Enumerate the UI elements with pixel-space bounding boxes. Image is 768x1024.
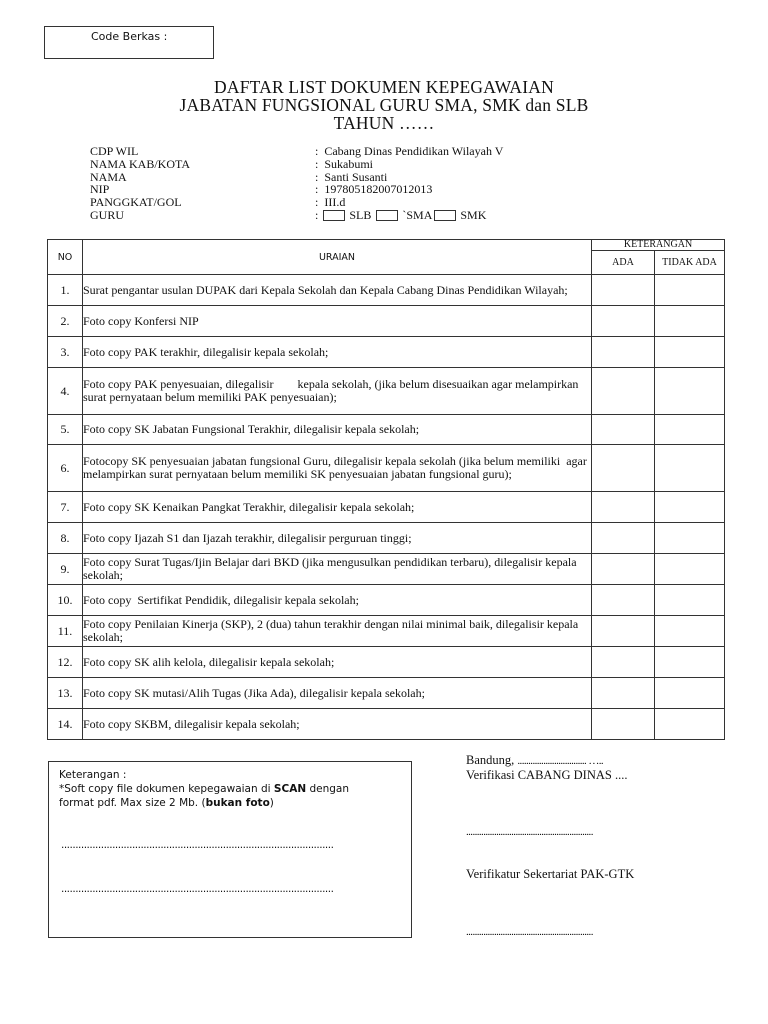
doc-title-line3: TAHUN …… — [333, 113, 435, 133]
tidak-ada-cell[interactable] — [655, 647, 725, 678]
note-text: *Soft copy file dokumen kepegawaian di — [59, 783, 274, 795]
table-row — [48, 647, 725, 678]
meta-value: 197805182007012013 — [324, 182, 433, 197]
row-description: Foto copy SK alih kelola, dilegalisir kepala sekolah; — [83, 647, 592, 678]
row-description: Surat pengantar usulan DUPAK dari Kepala Sekolah dan Kepala Cabang Dinas Pendidikan Wilayah; — [83, 275, 592, 306]
row-description: Foto copy SK Kenaikan Pangkat Terakhir, dilegalisir kepala sekolah; — [83, 492, 592, 523]
doc-title-line1: DAFTAR LIST DOKUMEN KEPEGAWAIAN — [214, 77, 554, 97]
meta-key: NAMA — [90, 169, 127, 184]
note-line-2 — [59, 796, 401, 810]
row-number: 2. — [48, 306, 83, 337]
meta-colon: : — [315, 182, 319, 197]
sma-checkbox[interactable] — [376, 210, 398, 221]
tidak-ada-cell[interactable] — [655, 337, 725, 368]
verifikatur-sekretariat-label: Verifikatur Sekertariat PAK-GTK — [466, 867, 635, 881]
slb-checkbox[interactable] — [323, 210, 345, 221]
table-row — [48, 275, 725, 306]
table-row — [48, 368, 725, 415]
meta-colon: : — [315, 169, 319, 184]
table-row — [48, 306, 725, 337]
doc-title-line2: JABATAN FUNGSIONAL GURU SMA, SMK dan SLB — [179, 95, 589, 115]
row-number: 1. — [48, 275, 83, 306]
ada-cell[interactable] — [592, 616, 655, 647]
row-description: Foto copy Penilaian Kinerja (SKP), 2 (dua) tahun terakhir dengan nilai minimal baik, dilegalisir kepala sekolah; — [83, 616, 592, 647]
ada-cell[interactable] — [592, 275, 655, 306]
row-description: Foto copy Sertifikat Pendidik, dilegalisir kepala sekolah; — [83, 585, 592, 616]
meta-colon: : — [315, 156, 319, 171]
note-text: format pdf. Max size 2 Mb. ( — [59, 797, 206, 809]
meta-value: Santi Susanti — [324, 169, 388, 184]
row-number: 3. — [48, 337, 83, 368]
sign-city: Bandung, — [466, 753, 518, 767]
sekretariat-signature-line: ........................................................... — [466, 926, 593, 938]
slb-label: SLB — [349, 207, 372, 222]
note-dots-line-2: ................................................................................................ — [61, 883, 334, 895]
row-description: Foto copy Konfersi NIP — [83, 306, 592, 337]
code-berkas-box — [44, 26, 214, 59]
row-number: 6. — [48, 445, 83, 492]
table-row — [48, 678, 725, 709]
meta-colon: : — [315, 144, 319, 158]
row-description: Foto copy SK Jabatan Fungsional Terakhir, dilegalisir kepala sekolah; — [83, 415, 592, 445]
note-title: Keterangan : — [59, 769, 127, 781]
header-tidak-ada: TIDAK ADA — [655, 251, 725, 275]
table-row — [48, 585, 725, 616]
meta-colon: : — [315, 195, 319, 210]
row-description: Fotocopy SK penyesuaian jabatan fungsional Guru, dilegalisir kepala sekolah (jika belum memiliki agar melampirkan surat pernyataan belum memiliki SK penyesuaian jabatan fungsional guru); — [83, 445, 592, 492]
table-row — [48, 445, 725, 492]
table-row — [48, 709, 725, 740]
sma-label: `SMA — [402, 207, 433, 222]
smk-checkbox[interactable] — [434, 210, 456, 221]
tidak-ada-cell[interactable] — [655, 585, 725, 616]
note-emphasis: SCAN — [273, 783, 307, 795]
row-description: Foto copy Surat Tugas/Ijin Belajar dari BKD (jika mengusulkan pendidikan terbaru), dilegalisir kepala sekolah; — [83, 554, 592, 585]
meta-key: GURU — [90, 207, 125, 222]
ada-cell[interactable] — [592, 523, 655, 554]
tidak-ada-cell[interactable] — [655, 306, 725, 337]
header-keterangan: KETERANGAN — [592, 240, 725, 251]
code-berkas-label: Code Berkas : — [91, 30, 168, 43]
note-emphasis: bukan foto — [205, 797, 270, 809]
table-row — [48, 616, 725, 647]
note-line-1 — [59, 782, 401, 796]
meta-key: NIP — [90, 182, 110, 197]
tidak-ada-cell[interactable] — [655, 275, 725, 306]
ada-cell[interactable] — [592, 554, 655, 585]
tidak-ada-cell[interactable] — [655, 616, 725, 647]
table-row — [48, 492, 725, 523]
tidak-ada-cell[interactable] — [655, 415, 725, 445]
meta-key: PANGGKAT/GOL — [90, 195, 182, 210]
keterangan-note-box — [48, 761, 412, 938]
meta-value: Sukabumi — [324, 156, 374, 171]
tidak-ada-cell[interactable] — [655, 445, 725, 492]
header-no: NO — [48, 240, 83, 275]
tidak-ada-cell[interactable] — [655, 709, 725, 740]
row-description: Foto copy SKBM, dilegalisir kepala sekolah; — [83, 709, 592, 740]
row-number: 9. — [48, 554, 83, 585]
ada-cell[interactable] — [592, 678, 655, 709]
row-number: 13. — [48, 678, 83, 709]
table-row — [48, 554, 725, 585]
tidak-ada-cell[interactable] — [655, 368, 725, 415]
row-number: 10. — [48, 585, 83, 616]
meta-value: III.d — [324, 195, 346, 210]
meta-key: CDP WIL — [90, 144, 139, 158]
tidak-ada-cell[interactable] — [655, 554, 725, 585]
table-row — [48, 523, 725, 554]
ada-cell[interactable] — [592, 492, 655, 523]
table-row — [48, 337, 725, 368]
row-number: 8. — [48, 523, 83, 554]
ada-cell[interactable] — [592, 415, 655, 445]
row-number: 11. — [48, 616, 83, 647]
row-number: 14. — [48, 709, 83, 740]
ada-cell[interactable] — [592, 647, 655, 678]
ada-cell[interactable] — [592, 709, 655, 740]
row-number: 12. — [48, 647, 83, 678]
sign-city-date — [466, 753, 603, 768]
document-checklist-table — [47, 239, 725, 740]
row-number: 5. — [48, 415, 83, 445]
note-text: dengan — [306, 783, 349, 795]
ada-cell[interactable] — [592, 585, 655, 616]
note-dots-line-1: ................................................................................................ — [61, 839, 334, 851]
sign-date-dots: ................................ ….. — [517, 755, 604, 767]
header-ada: ADA — [592, 251, 655, 275]
ada-cell[interactable] — [592, 368, 655, 415]
row-description: Foto copy Ijazah S1 dan Ijazah terakhir, dilegalisir perguruan tinggi; — [83, 523, 592, 554]
meta-colon: : — [315, 207, 319, 222]
ada-cell[interactable] — [592, 306, 655, 337]
row-number: 4. — [48, 368, 83, 415]
ada-cell[interactable] — [592, 337, 655, 368]
row-description: Foto copy PAK penyesuaian, dilegalisir kepala sekolah, (jika belum disesuaikan agar melampirkan surat pernyataan belum memiliki PAK penyesuaian); — [83, 368, 592, 415]
row-number: 7. — [48, 492, 83, 523]
row-description: Foto copy SK mutasi/Alih Tugas (Jika Ada), dilegalisir kepala sekolah; — [83, 678, 592, 709]
meta-value: Cabang Dinas Pendidikan Wilayah V — [324, 144, 504, 158]
row-description: Foto copy PAK terakhir, dilegalisir kepala sekolah; — [83, 337, 592, 368]
tidak-ada-cell[interactable] — [655, 678, 725, 709]
verifikasi-cabang-label: Verifikasi CABANG DINAS .... — [466, 768, 628, 782]
cabang-signature-line: ........................................................... — [466, 826, 593, 838]
ada-cell[interactable] — [592, 445, 655, 492]
table-row — [48, 415, 725, 445]
tidak-ada-cell[interactable] — [655, 523, 725, 554]
tidak-ada-cell[interactable] — [655, 492, 725, 523]
smk-label: SMK — [460, 207, 487, 222]
meta-key: NAMA KAB/KOTA — [90, 156, 191, 171]
note-text: ) — [269, 797, 274, 809]
header-uraian: URAIAN — [83, 240, 592, 275]
